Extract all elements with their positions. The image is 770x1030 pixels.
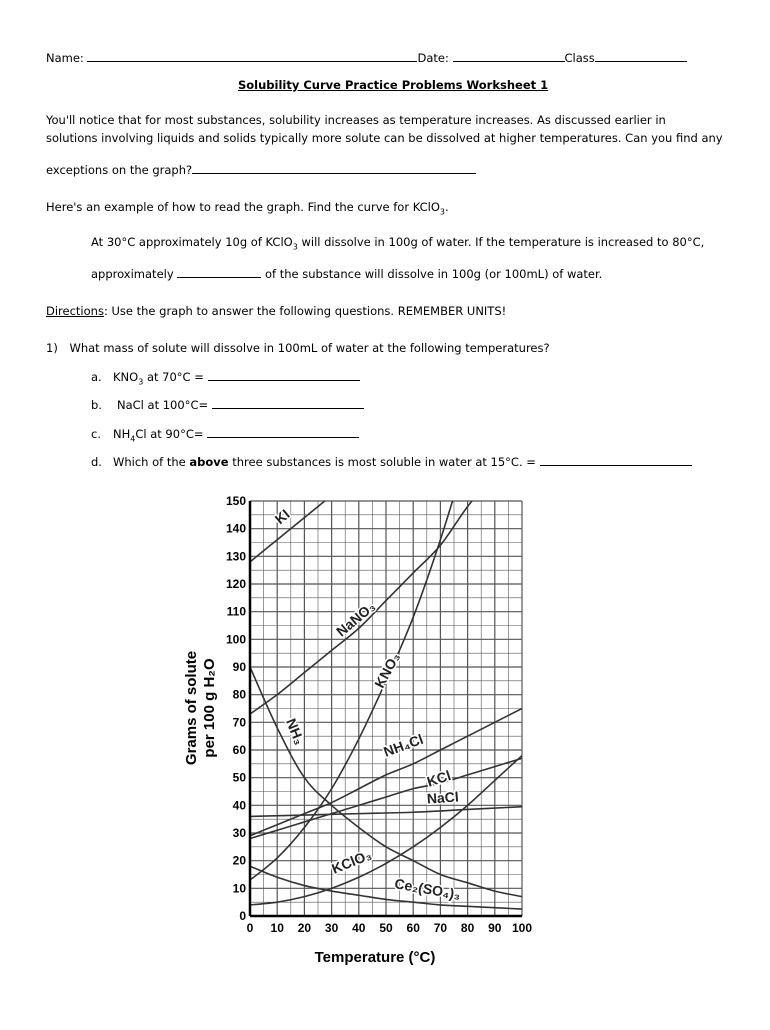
example-l1-a: At 30°C approximately 10g of KClO — [91, 235, 293, 249]
x-tick-label: 20 — [297, 921, 312, 935]
header-line — [46, 49, 687, 65]
grid — [250, 501, 522, 916]
x-tick-label: 60 — [406, 921, 420, 935]
q1a-answer-field[interactable] — [208, 368, 360, 381]
question-1-num: 1) — [46, 341, 58, 355]
y-tick-label: 0 — [239, 909, 246, 923]
q1a-post: at 70°C = — [143, 370, 204, 384]
x-tick-label: 40 — [352, 921, 366, 935]
y-tick-label: 30 — [232, 826, 246, 840]
solubility-chart — [0, 470, 770, 1030]
series-label-nh3: NH₃ — [283, 716, 308, 747]
q1d-answer-field[interactable] — [540, 453, 692, 466]
question-1b — [91, 396, 364, 412]
q1a-letter: a. — [91, 370, 102, 384]
directions-text: : Use the graph to answer the following questions. REMEMBER UNITS! — [103, 304, 507, 318]
example-lead-text: Here's an example of how to read the graph. Find the curve for KClO — [46, 200, 440, 214]
y-tick-label: 120 — [225, 577, 246, 591]
q1c-answer-field[interactable] — [207, 425, 359, 438]
series-labels — [272, 506, 462, 903]
q1a-sub: 3 — [138, 377, 144, 387]
example-lead-sub: 3 — [439, 207, 445, 217]
x-tick-label: 90 — [488, 921, 502, 935]
q1a-pre: KNO — [113, 370, 139, 384]
x-tick-label: 30 — [324, 921, 339, 935]
series-label-nano3: NaNO₃ — [333, 598, 379, 640]
exceptions-field[interactable] — [192, 161, 476, 174]
q1b-text: NaCl at 100°C= — [117, 398, 209, 412]
example-l1-b: will dissolve in 100g of water. If the temperature is increased to 80°C, — [297, 235, 705, 249]
directions — [46, 304, 506, 318]
series-label-ki: KI — [271, 505, 293, 528]
intro-line-3 — [46, 161, 476, 177]
directions-label: Directions — [46, 304, 104, 318]
question-1a — [91, 368, 360, 386]
axes — [226, 494, 532, 935]
q1d-bold: above — [189, 455, 229, 469]
x-axis-label: Temperature (°C) — [314, 949, 436, 966]
y-tick-label: 110 — [226, 604, 246, 619]
question-1-text: What mass of solute will dissolve in 100mL of water at the following temperatures? — [69, 341, 550, 355]
q1d-pre: Which of the — [113, 455, 190, 469]
y-tick-label: 90 — [232, 660, 246, 674]
series-label-kno3: KNO₃ — [371, 649, 403, 691]
x-tick-label: 0 — [246, 921, 254, 935]
series-label-nh4cl: NH₄Cl — [381, 730, 426, 760]
y-axis-label-line2: per 100 g H₂O — [201, 658, 218, 758]
q1c-sub: 4 — [130, 434, 136, 444]
date-field[interactable] — [453, 49, 565, 62]
example-l1-sub: 3 — [292, 242, 298, 252]
example-line-2 — [91, 265, 602, 281]
example-l2-a: approximately — [91, 267, 174, 281]
name-label: Name: — [46, 51, 84, 65]
class-field[interactable] — [595, 49, 687, 62]
example-line-1 — [91, 235, 704, 251]
q1c-letter: c. — [91, 427, 101, 441]
question-1c — [91, 425, 359, 443]
series-label-ce2so43: Ce₂(SO₄)₃ — [393, 875, 462, 903]
x-tick-label: 70 — [433, 921, 448, 935]
intro-line-1: You'll notice that for most substances, solubility increases as temperature increases. As discussed earlier in — [46, 113, 666, 127]
question-1d — [91, 453, 692, 469]
y-tick-label: 10 — [232, 881, 246, 896]
example-lead — [46, 200, 449, 216]
y-tick-label: 70 — [232, 715, 246, 730]
series-label-kcl: KCl — [424, 767, 453, 790]
y-tick-label: 140 — [225, 521, 246, 536]
q1d-letter: d. — [91, 455, 102, 469]
y-tick-label: 130 — [225, 549, 246, 564]
class-label: Class — [564, 51, 595, 65]
y-tick-label: 20 — [232, 853, 246, 868]
y-tick-label: 40 — [232, 798, 246, 813]
date-label: Date: — [417, 51, 449, 65]
x-tick-label: 10 — [270, 921, 284, 935]
x-tick-label: 50 — [379, 921, 393, 935]
series-label-nacl: NaCl — [426, 788, 460, 807]
example-lead-end: . — [444, 200, 449, 214]
y-tick-label: 80 — [232, 687, 246, 702]
intro-line-3-text: exceptions on the graph? — [46, 163, 193, 177]
example-l2-b: of the substance will dissolve in 100g (or 100mL) of water. — [261, 267, 603, 281]
q1d-post: three substances is most soluble in water at 15°C. = — [228, 455, 536, 469]
intro-line-2: solutions involving liquids and solids typically more solute can be dissolved at higher temperatures. Can you find any — [46, 131, 723, 145]
example-answer-field[interactable] — [177, 265, 261, 278]
y-tick-label: 150 — [225, 494, 246, 508]
series-label-kclo3: KClO₃ — [329, 846, 374, 877]
y-tick-label: 50 — [232, 770, 246, 785]
y-tick-label: 100 — [225, 632, 246, 647]
x-tick-label: 100 — [511, 921, 533, 935]
q1b-letter: b. — [91, 398, 102, 412]
y-tick-label: 60 — [232, 743, 246, 757]
q1b-answer-field[interactable] — [212, 396, 364, 409]
y-axis-label — [183, 651, 218, 765]
q1c-post: Cl at 90°C= — [135, 427, 204, 441]
x-tick-label: 80 — [460, 921, 475, 935]
y-axis-label-line1: Grams of solute — [183, 650, 200, 766]
question-1 — [46, 341, 550, 355]
page-title: Solubility Curve Practice Problems Worksheet 1 — [238, 78, 549, 92]
q1c-pre: NH — [113, 427, 131, 441]
name-field[interactable] — [87, 49, 417, 62]
